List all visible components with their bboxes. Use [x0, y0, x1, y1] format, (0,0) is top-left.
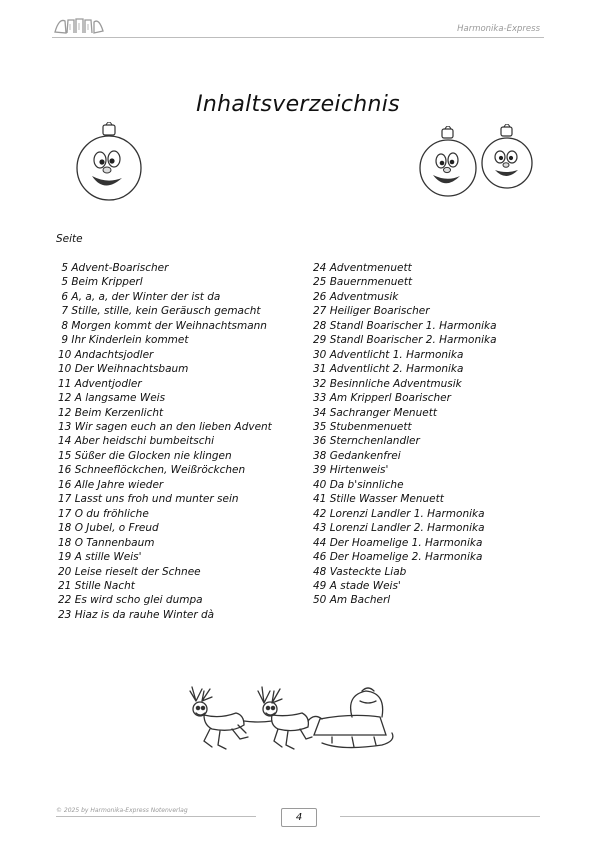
- toc-entry: 7 Stille, stille, kein Geräusch gemacht: [58, 305, 261, 318]
- toc-entry: 40 Da b'sinnliche: [313, 478, 404, 491]
- bauble-face-icon: [74, 122, 144, 210]
- toc-entry: 36 Sternchenlandler: [313, 435, 420, 448]
- toc-entry: 13 Wir sagen euch an den lieben Advent: [58, 420, 272, 433]
- toc-entry: 11 Adventjodler: [58, 377, 142, 390]
- toc-left-column: [58, 261, 272, 622]
- toc-entry: 22 Es wird scho glei dumpa: [58, 594, 203, 607]
- toc-entry: 49 A stade Weis': [313, 579, 401, 592]
- toc-entry: 38 Gedankenfrei: [313, 449, 401, 462]
- toc-entry: 29 Standl Boarischer 2. Harmonika: [313, 334, 497, 347]
- seite-label: Seite: [56, 233, 83, 245]
- footer-copyright: © 2025 by Harmonika-Express Notenverlag: [56, 807, 188, 814]
- toc-entry: 39 Hirtenweis': [313, 464, 389, 477]
- header-divider: [52, 37, 544, 38]
- toc-entry: 14 Aber heidschi bumbeitschi: [58, 435, 215, 448]
- toc-entry: 23 Hiaz is da rauhe Winter dà: [58, 608, 215, 621]
- toc-entry: 24 Adventmenuett: [313, 262, 412, 274]
- toc-entry: 25 Bauernmenuett: [313, 276, 413, 289]
- toc-entry: 8 Morgen kommt der Weihnachtsmann: [58, 319, 267, 332]
- toc-entry: 10 Der Weihnachtsbaum: [58, 363, 189, 376]
- toc-entry: 35 Stubenmenuett: [313, 420, 412, 433]
- toc-entry: 34 Sachranger Menuett: [313, 406, 437, 419]
- toc-entry: 20 Leise rieselt der Schnee: [58, 565, 201, 578]
- toc-entry: 43 Lorenzi Landler 2. Harmonika: [313, 522, 485, 535]
- toc-entry: 17 O du fröhliche: [58, 507, 149, 520]
- toc-entry: 21 Stille Nacht: [58, 579, 135, 592]
- header-brand: Harmonika-Express: [457, 24, 540, 34]
- toc-entry: 27 Heiliger Boarischer: [313, 305, 430, 318]
- reindeer-sleigh-icon: [182, 683, 412, 767]
- toc-entry: 33 Am Kripperl Boarischer: [313, 392, 451, 405]
- toc-entry: 50 Am Bacherl: [313, 594, 391, 607]
- toc-entry: 17 Lasst uns froh und munter sein: [58, 493, 239, 506]
- toc-entry: 9 Ihr Kinderlein kommet: [58, 334, 189, 347]
- toc-entry: 41 Stille Wasser Menuett: [313, 493, 444, 506]
- toc-entry: 12 Beim Kerzenlicht: [58, 406, 164, 419]
- toc-entry: 10 Andachtsjodler: [58, 348, 154, 361]
- bauble-face-icon: [478, 124, 538, 200]
- page-title: Inhaltsverzeichnis: [196, 92, 400, 117]
- toc-entry: 15 Süßer die Glocken nie klingen: [58, 449, 232, 462]
- footer-divider-left: [56, 816, 256, 817]
- toc-entry: 26 Adventmusik: [313, 290, 399, 303]
- footer-divider-right: [340, 816, 540, 817]
- page-number: 4: [281, 808, 317, 827]
- toc-entry: 16 Alle Jahre wieder: [58, 478, 164, 491]
- toc-entry: 6 A, a, a, der Winter der ist da: [58, 290, 221, 303]
- toc-entry: 31 Adventlicht 2. Harmonika: [313, 363, 464, 376]
- toc-entry: 30 Adventlicht 1. Harmonika: [313, 348, 464, 361]
- toc-entry: 18 O Tannenbaum: [58, 536, 155, 549]
- toc-entry: 42 Lorenzi Landler 1. Harmonika: [313, 507, 485, 520]
- toc-entry: 44 Der Hoamelige 1. Harmonika: [313, 536, 483, 549]
- toc-entry: 32 Besinnliche Adventmusik: [313, 377, 462, 390]
- toc-entry: 19 A stille Weis': [58, 551, 142, 564]
- toc-entry: 12 A langsame Weis: [58, 392, 166, 405]
- toc-entry: 28 Standl Boarischer 1. Harmonika: [313, 319, 497, 332]
- toc-entry: 46 Der Hoamelige 2. Harmonika: [313, 551, 483, 564]
- toc-entry: 5 Advent-Boarischer: [58, 262, 169, 274]
- toc-entry: 18 O Jubel, o Freud: [58, 522, 159, 535]
- toc-entry: 5 Beim Kripperl: [58, 276, 143, 289]
- bauble-face-icon: [418, 126, 478, 208]
- toc-right-column: [313, 261, 497, 608]
- toc-entry: 48 Vasteckte Liab: [313, 565, 407, 578]
- toc-entry: 16 Schneeflöckchen, Weißröckchen: [58, 464, 246, 477]
